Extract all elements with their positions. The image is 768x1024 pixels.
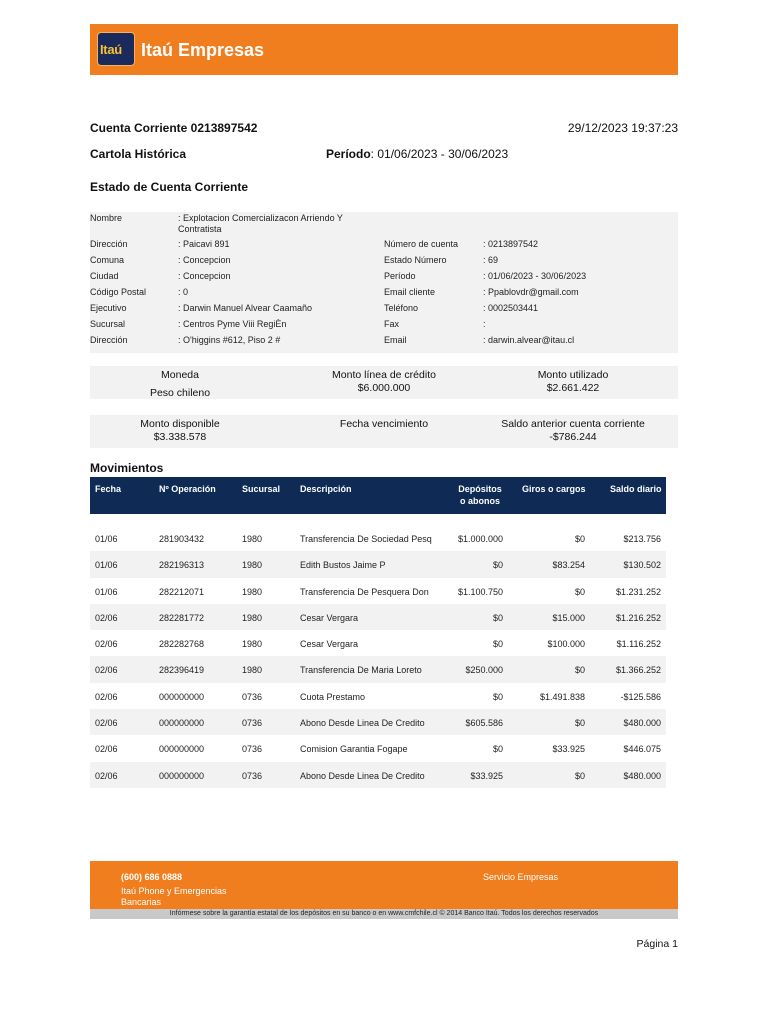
cell-fecha: 02/06 [95, 770, 118, 781]
info-value: : Explotacion Comercializacon Arriendo Y Contratista [178, 213, 343, 234]
summary-value: -$786.244 [549, 431, 597, 443]
info-label-2: Período [384, 271, 416, 281]
info-value: : Centros Pyme Viii RegiÈn [178, 319, 287, 329]
info-label: Comuna [90, 255, 125, 265]
cell-saldo: $213.756 [623, 534, 661, 544]
timestamp: 29/12/2023 19:37:23 [567, 121, 678, 135]
info-label-2: Estado Número [384, 255, 447, 265]
info-label-2: Número de cuenta [384, 239, 459, 249]
periodo-value: : 01/06/2023 - 30/06/2023 [370, 147, 509, 161]
table-row [90, 551, 666, 577]
cell-depositos: $605.586 [465, 718, 503, 729]
cell-operacion: 282212071 [159, 586, 205, 597]
movimientos-table-body [90, 525, 666, 788]
cell-giros: $1.491.838 [539, 691, 585, 702]
cell-giros: $0 [574, 586, 585, 597]
cell-sucursal: 1980 [242, 639, 263, 650]
summary-cell [475, 418, 671, 444]
summary-value: $2.661.422 [546, 382, 600, 394]
info-row [90, 335, 678, 351]
periodo-label: Período [326, 147, 371, 161]
summary-cell [286, 418, 482, 431]
info-row [90, 239, 678, 255]
cell-giros: $33.925 [552, 744, 585, 755]
summary-cell [82, 418, 278, 444]
cell-fecha: 02/06 [95, 612, 118, 623]
summary-label: Monto línea de crédito [332, 369, 436, 381]
info-row [90, 213, 678, 234]
info-label-2: Teléfono [384, 303, 419, 313]
info-value: : 0 [178, 287, 189, 297]
section-title: Estado de Cuenta Corriente [90, 180, 249, 194]
cell-giros: $0 [574, 718, 585, 729]
cell-sucursal: 0736 [242, 718, 263, 729]
info-value: : Paicavi 891 [178, 239, 230, 249]
cell-depositos: $1.000.000 [457, 534, 503, 544]
info-row [90, 271, 678, 287]
cell-depositos: $0 [492, 691, 503, 702]
info-label: Ejecutivo [90, 303, 127, 313]
balance-summary [90, 415, 678, 448]
cell-operacion: 000000000 [159, 691, 205, 702]
col-fecha: Fecha [95, 484, 122, 494]
info-value: : Concepcion [178, 255, 231, 265]
summary-value: Peso chileno [149, 387, 211, 399]
info-row [90, 319, 678, 335]
cell-sucursal: 1980 [242, 560, 263, 571]
info-value-2: : darwin.alvear@itau.cl [483, 335, 575, 345]
summary-label: Moneda [161, 369, 199, 381]
account-info-box [90, 212, 678, 353]
cell-giros: $0 [574, 770, 585, 781]
footer-servicio-link[interactable]: Servicio Empresas [483, 872, 559, 882]
movimientos-title: Movimientos [90, 461, 164, 475]
cell-fecha: 02/06 [95, 639, 118, 650]
col-giros: Giros o cargos [522, 484, 586, 494]
cell-operacion: 282282768 [159, 639, 205, 650]
cell-descripcion: Transferencia De Pesquera Don [300, 586, 429, 597]
cell-descripcion: Transferencia De Maria Loreto [300, 665, 422, 676]
cell-operacion: 000000000 [159, 744, 205, 755]
info-label: Nombre [90, 213, 123, 223]
col-descripcion: Descripción [300, 484, 352, 494]
col-depositos: Depósitos o abonos [458, 484, 502, 506]
cell-sucursal: 0736 [242, 691, 263, 702]
summary-value: $6.000.000 [357, 382, 411, 394]
cell-operacion: 282396419 [159, 665, 205, 676]
summary-cell [82, 369, 278, 400]
account-title: Cuenta Corriente 0213897542 [90, 121, 258, 135]
cell-depositos: $0 [492, 560, 503, 571]
info-label: Ciudad [90, 271, 119, 281]
cell-saldo: $1.216.252 [615, 612, 661, 623]
cell-descripcion: Comision Garantia Fogape [300, 744, 408, 755]
info-label: Código Postal [90, 287, 147, 297]
col-saldo: Saldo diario [610, 484, 662, 494]
cell-sucursal: 1980 [242, 534, 263, 544]
cell-descripcion: Edith Bustos Jaime P [300, 560, 386, 571]
cell-descripcion: Transferencia De Sociedad Pesq [300, 534, 432, 544]
info-value: : O'higgins #612, Piso 2 # [178, 335, 281, 345]
info-row [90, 255, 678, 271]
cell-depositos: $250.000 [465, 665, 503, 676]
cell-operacion: 281903432 [159, 534, 205, 544]
movimientos-table-header [90, 477, 666, 514]
cell-operacion: 000000000 [159, 770, 205, 781]
cell-sucursal: 1980 [242, 665, 263, 676]
info-value: : Darwin Manuel Alvear Caamaño [178, 303, 313, 313]
summary-value: $3.338.578 [153, 431, 207, 443]
footer-phone[interactable]: (600) 686 0888 [121, 872, 183, 882]
cell-descripcion: Cesar Vergara [300, 639, 359, 650]
periodo [326, 147, 508, 161]
cell-fecha: 02/06 [95, 665, 118, 676]
cell-saldo: $480.000 [623, 718, 661, 729]
info-value-2: : 0213897542 [483, 239, 539, 249]
cell-sucursal: 1980 [242, 612, 263, 623]
info-value: : Concepcion [178, 271, 231, 281]
cell-saldo: $480.000 [623, 770, 661, 781]
cell-giros: $100.000 [547, 639, 585, 650]
cell-giros: $0 [574, 534, 585, 544]
info-label-2: Fax [384, 319, 400, 329]
info-label-2: Email cliente [384, 287, 436, 297]
cell-saldo: $1.231.252 [615, 586, 661, 597]
credit-summary [90, 366, 678, 399]
cell-operacion: 282281772 [159, 612, 205, 623]
cell-sucursal: 0736 [242, 744, 263, 755]
cell-depositos: $0 [492, 639, 503, 650]
cell-saldo: $1.116.252 [616, 639, 661, 650]
summary-label: Monto utilizado [537, 369, 609, 381]
col-operacion: Nº Operación [159, 484, 216, 494]
info-value-2: : 69 [483, 255, 499, 265]
cell-depositos: $0 [492, 612, 503, 623]
cell-operacion: 000000000 [159, 718, 205, 729]
info-label: Sucursal [90, 319, 126, 329]
logo-text: Itaú [100, 42, 122, 57]
cell-fecha: 02/06 [95, 718, 118, 729]
cell-descripcion: Cesar Vergara [300, 612, 359, 623]
table-row [90, 604, 666, 630]
cell-sucursal: 0736 [242, 770, 263, 781]
table-row [90, 683, 666, 709]
cell-descripcion: Abono Desde Linea De Credito [300, 770, 425, 781]
cell-operacion: 282196313 [159, 560, 205, 571]
legal-notice: Infórmese sobre la garantía estatal de los depósitos en su banco o en www.cmfchile.cl © 2014 Banco Itaú. Todos los derechos reservados [90, 909, 678, 919]
info-value-2: : Ppablovdr@gmail.com [483, 287, 579, 297]
summary-cell [286, 369, 482, 395]
cartola-label: Cartola Histórica [90, 147, 187, 161]
cell-depositos: $1.100.750 [457, 586, 503, 597]
cell-saldo: -$125.586 [620, 691, 661, 702]
summary-label: Saldo anterior cuenta corriente [501, 418, 645, 430]
cell-depositos: $33.925 [470, 770, 503, 781]
summary-cell [475, 369, 671, 395]
info-row [90, 303, 678, 319]
info-value-2: : 01/06/2023 - 30/06/2023 [483, 271, 587, 281]
table-row [90, 630, 666, 656]
cell-giros: $15.000 [552, 612, 585, 623]
table-row [90, 762, 666, 788]
info-label-2: Email [384, 335, 407, 345]
cell-fecha: 02/06 [95, 744, 118, 755]
cell-descripcion: Cuota Prestamo [300, 691, 366, 702]
table-row [90, 578, 666, 604]
cell-giros: $83.254 [552, 560, 585, 571]
cell-giros: $0 [574, 665, 585, 676]
page-number: Página 1 [636, 938, 678, 950]
cell-saldo: $446.075 [623, 744, 661, 755]
info-row [90, 287, 678, 303]
info-label: Dirección [90, 239, 128, 249]
cell-fecha: 01/06 [95, 534, 118, 544]
info-value-2: : [483, 319, 486, 329]
brand-title: Itaú Empresas [141, 40, 265, 60]
cell-saldo: $130.502 [623, 560, 661, 571]
cell-fecha: 02/06 [95, 691, 118, 702]
summary-label: Fecha vencimiento [339, 418, 429, 430]
cell-sucursal: 1980 [242, 586, 263, 597]
footer-bar [90, 861, 678, 910]
col-sucursal: Sucursal [242, 484, 281, 494]
cell-fecha: 01/06 [95, 586, 118, 597]
info-label: Dirección [90, 335, 128, 345]
cell-saldo: $1.366.252 [615, 665, 661, 676]
table-row [90, 525, 666, 551]
footer-phone-subtitle: Itaú Phone y Emergencias Bancarias [121, 886, 227, 907]
summary-label: Monto disponible [140, 418, 220, 430]
table-row [90, 656, 666, 682]
table-row [90, 735, 666, 761]
cell-depositos: $0 [492, 744, 503, 755]
info-value-2: : 0002503441 [483, 303, 539, 313]
itau-logo [97, 32, 135, 66]
table-row [90, 709, 666, 735]
header-bar [90, 24, 678, 75]
cell-descripcion: Abono Desde Linea De Credito [300, 718, 425, 729]
cell-fecha: 01/06 [95, 560, 118, 571]
